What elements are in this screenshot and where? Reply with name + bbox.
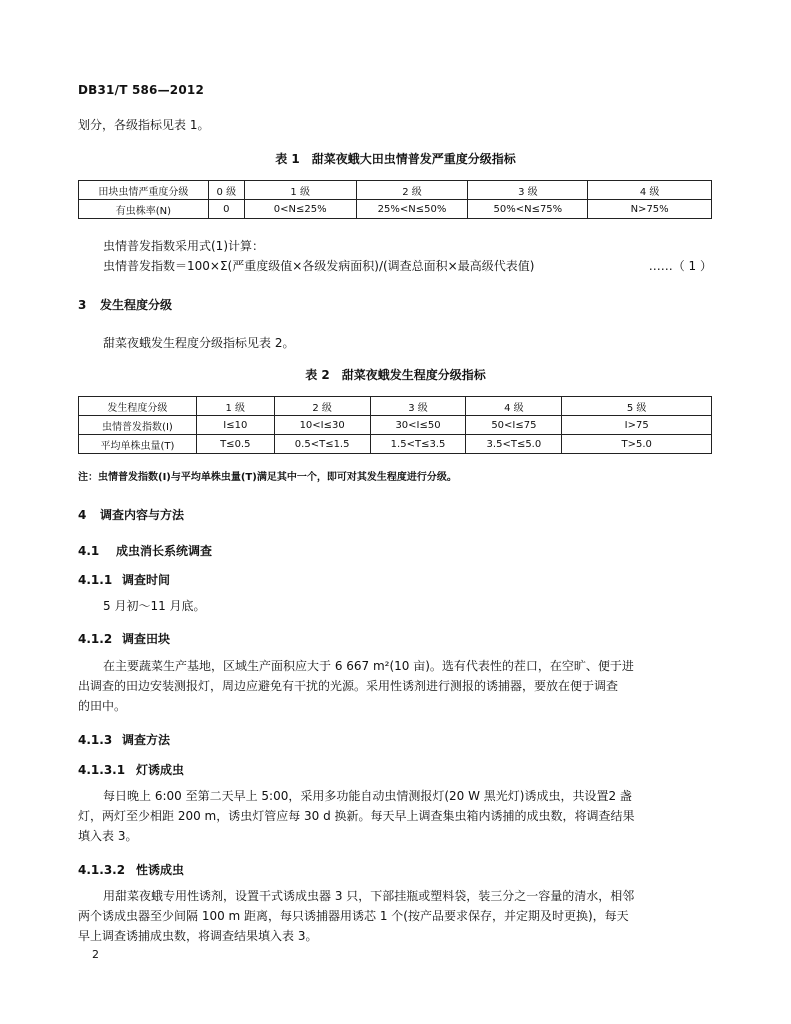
- section412-heading: [78, 630, 170, 647]
- section411-text: 5 月初～11 月底。: [103, 599, 206, 613]
- table1-header-row: [79, 181, 712, 200]
- table2-note: 注：虫情普发指数(I)与平均单株虫量(T)满足其中一个，即可对其发生程度进行分级。: [78, 472, 457, 483]
- section-title: 发生程度分级: [100, 298, 173, 312]
- table2-header-cell: 发生程度分级: [79, 397, 197, 416]
- section-title: 性诱成虫: [136, 863, 185, 877]
- section-title: 调查时间: [122, 573, 171, 587]
- formula-label: ……（ 1 ）: [648, 259, 712, 273]
- section-title: 调查田块: [122, 632, 171, 646]
- table-row: [79, 416, 712, 435]
- section-number: 4.1.3: [78, 733, 113, 747]
- section412-line-1: 在主要蔬菜生产基地，区域生产面积应大于 6 667 m²(10 亩)。选有代表性的茬口，在空旷、便于进: [103, 659, 634, 673]
- table1-header-cell: 1 级: [244, 181, 356, 200]
- table1: [78, 180, 712, 219]
- formula-intro: 虫情普发指数采用式(1)计算：: [103, 239, 264, 253]
- table2-header-row: [79, 397, 712, 416]
- table1-header-cell: 0 级: [208, 181, 244, 200]
- section4132-line-2: 两个诱成虫器至少间隔 100 m 距离，每只诱捕器用诱芯 1 个(按产品要求保存，并定期及时更换)，每天: [78, 909, 629, 923]
- table2-cell: 1.5<T≤3.5: [370, 435, 466, 454]
- section4132-heading: [78, 861, 184, 878]
- document-code: DB31/T 586—2012: [78, 83, 204, 97]
- page-number: 2: [92, 948, 99, 961]
- section-number: 4: [78, 508, 87, 522]
- formula-text: 虫情普发指数＝100×Σ(严重度级值×各级发病面积)/(调查总面积×最高级代表值): [103, 259, 535, 273]
- section4131-line-1: 每日晚上 6:00 至第二天早上 5:00，采用多功能自动虫情测报灯(20 W 黑光灯)诱成虫，共设置2 盏: [103, 789, 632, 803]
- section3-heading: [78, 296, 172, 313]
- table2: [78, 396, 712, 454]
- table1-cell: 25%<N≤50%: [356, 200, 468, 219]
- section41-heading: [78, 542, 212, 559]
- section-title: 调查内容与方法: [100, 508, 185, 522]
- table2-header-cell: 1 级: [196, 397, 274, 416]
- section-number: 4.1.3.2: [78, 863, 126, 877]
- intro-line: 划分，各级指标见表 1。: [78, 118, 210, 132]
- section-number: 3: [78, 298, 87, 312]
- section-number: 4.1.1: [78, 573, 113, 587]
- table2-header-cell: 2 级: [274, 397, 370, 416]
- section4-heading: [78, 506, 184, 523]
- table1-cell: N>75%: [588, 200, 712, 219]
- table-row: [79, 435, 712, 454]
- table1-cell: 0<N≤25%: [244, 200, 356, 219]
- section-number: 4.1.3.1: [78, 763, 126, 777]
- section-title: 灯诱成虫: [136, 763, 185, 777]
- table1-header-cell: 2 级: [356, 181, 468, 200]
- table1-header-cell: 3 级: [468, 181, 588, 200]
- section4131-heading: [78, 761, 184, 778]
- table1-cell: 50%<N≤75%: [468, 200, 588, 219]
- table2-caption: 表 2 甜菜夜蛾发生程度分级指标: [305, 368, 486, 382]
- section412-line-3: 的田中。: [78, 699, 127, 713]
- table1-cell: 0: [208, 200, 244, 219]
- section412-line-2: 出调查的田边安装测报灯，周边应避免有干扰的光源。采用性诱剂进行测报的诱捕器，要放在便于调查: [78, 679, 619, 693]
- table2-cell: 50<I≤75: [466, 416, 562, 435]
- table1-header-cell: 田块虫情严重度分级: [79, 181, 209, 200]
- table1-caption: 表 1 甜菜夜蛾大田虫情普发严重度分级指标: [275, 152, 516, 166]
- section4132-line-3: 早上调查诱捕成虫数，将调查结果填入表 3。: [78, 929, 318, 943]
- section411-heading: [78, 571, 170, 588]
- table2-cell: 30<I≤50: [370, 416, 466, 435]
- section4131-line-2: 灯，两灯至少相距 200 m，诱虫灯管应每 30 d 换新。每天早上调查集虫箱内诱捕的成虫数，将调查结果: [78, 809, 635, 823]
- section-number: 4.1.2: [78, 632, 113, 646]
- table-row: [79, 200, 712, 219]
- section413-heading: [78, 731, 170, 748]
- section3-text: 甜菜夜蛾发生程度分级指标见表 2。: [103, 336, 295, 350]
- table2-cell: 10<I≤30: [274, 416, 370, 435]
- table1-header-cell: 4 级: [588, 181, 712, 200]
- section-title: 成虫消长系统调查: [116, 544, 213, 558]
- table2-cell: I≤10: [196, 416, 274, 435]
- section4132-line-1: 用甜菜夜蛾专用性诱剂，设置干式诱成虫器 3 只，下部挂瓶或塑料袋，装三分之一容量的清水，相邻: [103, 889, 635, 903]
- section-number: 4.1: [78, 544, 100, 558]
- table2-cell: T≤0.5: [196, 435, 274, 454]
- table2-header-cell: 3 级: [370, 397, 466, 416]
- table2-cell: I>75: [562, 416, 712, 435]
- table2-cell: 0.5<T≤1.5: [274, 435, 370, 454]
- section-title: 调查方法: [122, 733, 171, 747]
- section4131-line-3: 填入表 3。: [78, 829, 138, 843]
- table2-cell: 3.5<T≤5.0: [466, 435, 562, 454]
- table2-cell: T>5.0: [562, 435, 712, 454]
- table2-cell: 虫情普发指数(I): [79, 416, 197, 435]
- table2-cell: 平均单株虫量(T): [79, 435, 197, 454]
- table1-cell: 有虫株率(N): [79, 200, 209, 219]
- table2-header-cell: 5 级: [562, 397, 712, 416]
- table2-header-cell: 4 级: [466, 397, 562, 416]
